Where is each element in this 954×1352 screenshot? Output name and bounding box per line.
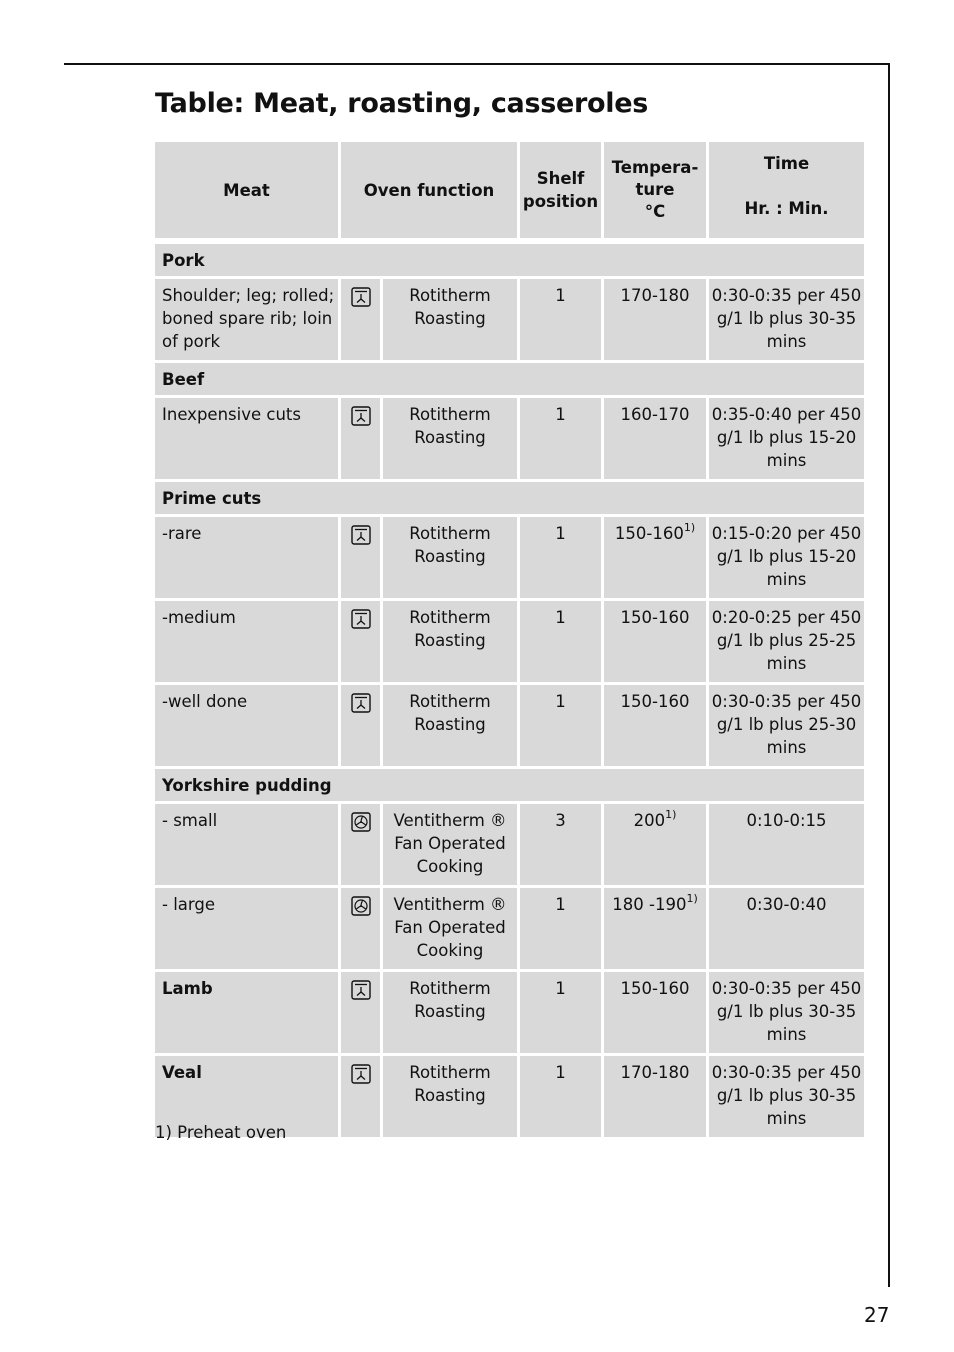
function-cell: Rotitherm Roasting [383, 517, 520, 601]
function-cell: Rotitherm Roasting [383, 972, 520, 1056]
ventitherm-icon [351, 896, 371, 922]
page-number: 27 [864, 1303, 890, 1327]
ventitherm-icon [351, 812, 371, 838]
function-cell: Rotitherm Roasting [383, 685, 520, 769]
time-cell: 0:15-0:20 per 450 g/1 lb plus 15-20 mins [709, 517, 864, 601]
rotitherm-icon [351, 287, 371, 313]
function-cell: Rotitherm Roasting [383, 1056, 520, 1140]
meat-cell: Shoulder; leg; rolled; boned spare rib; loin of pork [155, 279, 341, 363]
function-cell: Ventitherm ® Fan Operated Cooking [383, 804, 520, 888]
temp-cell: 150-160 [604, 972, 709, 1056]
meat-cell: - small [155, 804, 341, 888]
rotitherm-icon [351, 406, 371, 432]
section-pork: Pork [155, 244, 864, 279]
rotitherm-icon [351, 609, 371, 635]
meat-cell: Veal [155, 1056, 341, 1140]
table-row [155, 517, 864, 601]
rotitherm-icon [351, 693, 371, 719]
time-cell: 0:30-0:35 per 450 g/1 lb plus 30-35 mins [709, 279, 864, 363]
function-cell: Ventitherm ® Fan Operated Cooking [383, 888, 520, 972]
rotitherm-icon [351, 980, 371, 1006]
header-meat: Meat [155, 142, 341, 244]
table-row [155, 279, 864, 363]
rotitherm-icon [351, 1064, 371, 1090]
temp-cell: 200$^{1)}$ [604, 804, 709, 888]
time-cell: 0:10-0:15 [709, 804, 864, 888]
right-rule [888, 63, 890, 1287]
table-row [155, 398, 864, 482]
temp-cell: 150-160 [604, 601, 709, 685]
time-cell: 0:30-0:35 per 450 g/1 lb plus 30-35 mins [709, 972, 864, 1056]
shelf-cell: 1 [520, 601, 604, 685]
meat-cell: -well done [155, 685, 341, 769]
meat-cell: -medium [155, 601, 341, 685]
shelf-cell: 3 [520, 804, 604, 888]
temp-cell: 170-180 [604, 279, 709, 363]
table-row [155, 685, 864, 769]
temp-cell: 170-180 [604, 1056, 709, 1140]
header-shelf-position: Shelf position [520, 142, 604, 244]
meat-cell: -rare [155, 517, 341, 601]
rotitherm-icon [351, 525, 371, 551]
shelf-cell: 1 [520, 888, 604, 972]
temp-cell: 160-170 [604, 398, 709, 482]
header-time: Time Hr. : Min. [709, 142, 864, 244]
shelf-cell: 1 [520, 972, 604, 1056]
shelf-cell: 1 [520, 517, 604, 601]
meat-cell: Inexpensive cuts [155, 398, 341, 482]
function-cell: Rotitherm Roasting [383, 601, 520, 685]
footnote: 1) Preheat oven [155, 1123, 287, 1142]
header-temperature: Tempera- ture °C [604, 142, 709, 244]
meat-cell: - large [155, 888, 341, 972]
table-row [155, 888, 864, 972]
shelf-cell: 1 [520, 1056, 604, 1140]
section-yorkshire-pudding: Yorkshire pudding [155, 769, 864, 804]
function-cell: Rotitherm Roasting [383, 279, 520, 363]
temp-cell: 180 -190$^{1)}$ [604, 888, 709, 972]
time-cell: 0:30-0:40 [709, 888, 864, 972]
function-cell: Rotitherm Roasting [383, 398, 520, 482]
shelf-cell: 1 [520, 398, 604, 482]
header-oven-function: Oven function [341, 142, 520, 244]
page-title: Table: Meat, roasting, casseroles [155, 88, 649, 119]
time-cell: 0:30-0:35 per 450 g/1 lb plus 30-35 mins [709, 1056, 864, 1140]
time-cell: 0:30-0:35 per 450 g/1 lb plus 25-30 mins [709, 685, 864, 769]
temp-cell: 150-160$^{1)}$ [604, 517, 709, 601]
temp-cell: 150-160 [604, 685, 709, 769]
time-cell: 0:20-0:25 per 450 g/1 lb plus 25-25 mins [709, 601, 864, 685]
meat-roasting-table [155, 142, 864, 1140]
table-row [155, 601, 864, 685]
shelf-cell: 1 [520, 279, 604, 363]
table-row [155, 972, 864, 1056]
table-row [155, 804, 864, 888]
section-beef: Beef [155, 363, 864, 398]
shelf-cell: 1 [520, 685, 604, 769]
time-cell: 0:35-0:40 per 450 g/1 lb plus 15-20 mins [709, 398, 864, 482]
top-rule [64, 63, 890, 65]
section-prime-cuts: Prime cuts [155, 482, 864, 517]
meat-cell: Lamb [155, 972, 341, 1056]
